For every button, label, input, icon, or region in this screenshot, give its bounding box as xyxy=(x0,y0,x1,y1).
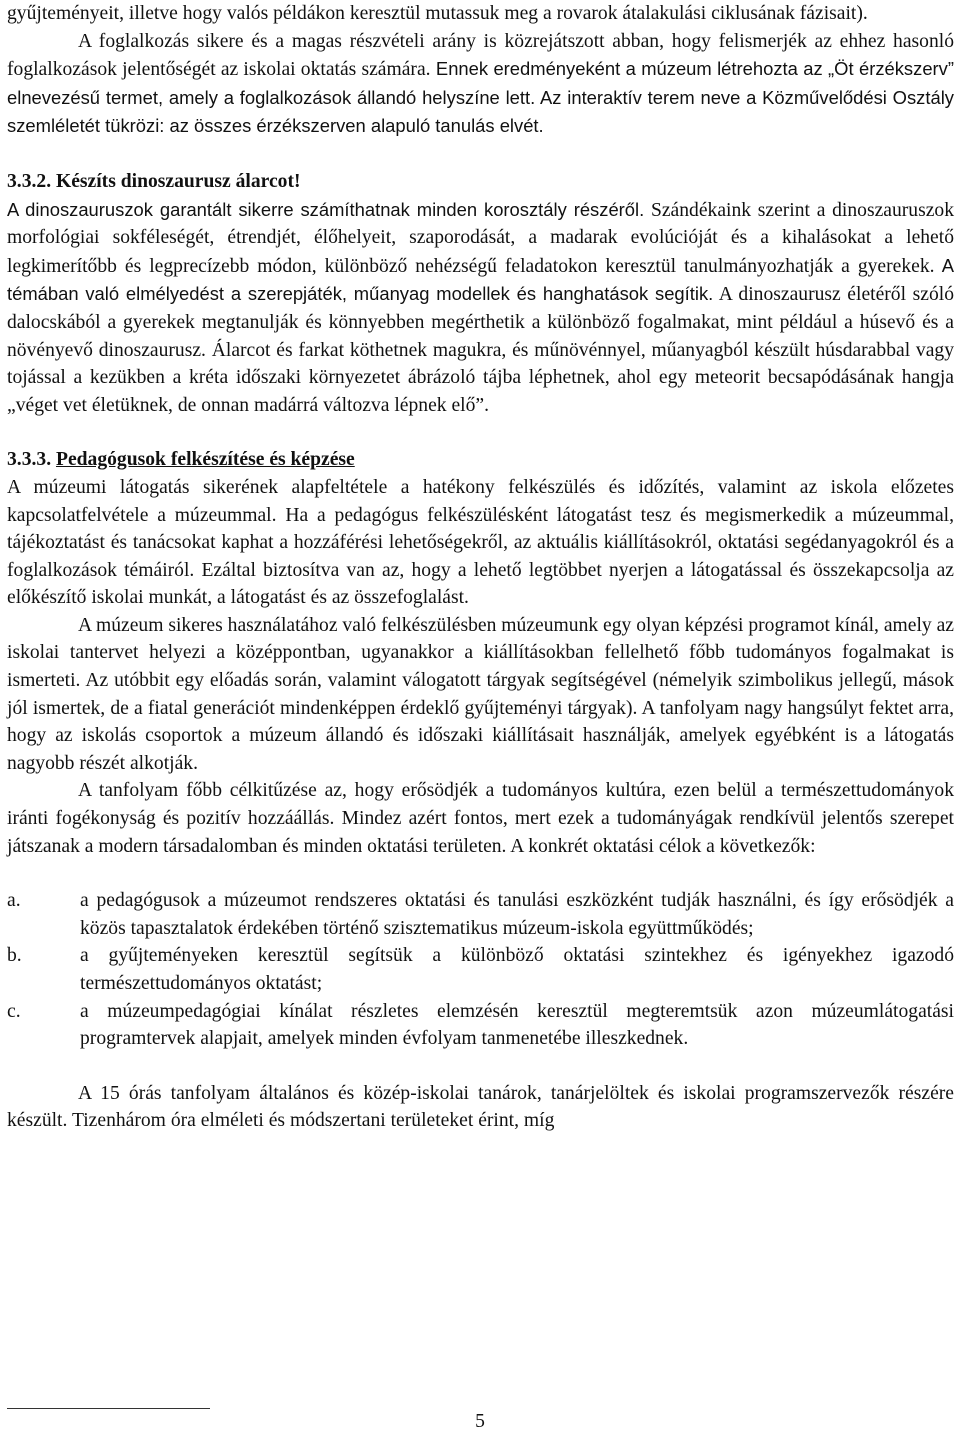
section-333-p2-text-b: Az utóbbit egy előadás során, valamint válogatott tárgyak segítségével (némelyik szimbolikus jellegű, mások jól ismertek, de a fiatal generációt mindenképpen érdeklő gyűjteményi tárgyak). xyxy=(7,670,954,719)
section-332-paragraph xyxy=(7,196,954,420)
objectives-list xyxy=(7,887,954,1053)
section-333-paragraph-3 xyxy=(7,777,954,860)
page-number: 5 xyxy=(475,1411,485,1432)
section-333-p1-text-a: A múzeumi látogatás sikerének alapfeltétele a hatékony felkészülés és időzítés, valamint az iskola előzetes kapcsolatfelvétele a múzeummal. xyxy=(7,476,954,526)
section-332-text-c: A témában való elmélyedést a szerepjáték, műanyag modellek és hanghatások segítik. xyxy=(7,254,954,305)
section-332-heading: 3.3.2. Készíts dinoszaurusz álarcot! xyxy=(7,170,301,192)
section-333-heading-title: Pedagógusok felkészítése és képzése xyxy=(55,449,355,471)
section-333-p1-text-c: Ezáltal biztosítva van az, hogy a lehető legtöbbet nyerjen a látogatással és összekapcsolja az előkészítő iskolai munkát, a látogatást és az összefoglalást. xyxy=(7,559,954,609)
list-item xyxy=(7,942,954,997)
list-marker: a. xyxy=(7,890,21,912)
list-text: a gyűjteményeken keresztül segítsük a különböző oktatási szintekhez és igényekhez igazodó természettudományos oktatást; xyxy=(80,945,954,994)
list-marker: c. xyxy=(7,1000,21,1022)
intro-text-2b: Ennek eredményeként a múzeum létrehozta az „Öt érzékszerv” elnevezésű termet, amely a foglalkozások állandó helyszíne lett. Az interaktív terem neve a Közművelődési Osztály szemléletét tükrözi: az összes érzékszerven alapuló tanulás elvét. xyxy=(7,58,954,137)
section-333-p3-text-a: A tanfolyam főbb célkitűzése az, hogy erősödjék a tudományos kultúra, ezen belül a természettudományok iránti fogékonyság és pozitív hozzáállás. xyxy=(7,780,954,830)
section-333-p2-text-c: A tanfolyam nagy hangsúlyt fektet arra, hogy az iskolás csoportok a múzeum állandó és időszaki kiállításait használják, amelyek egyébként is a látogatás nagyobb részét alkotják. xyxy=(7,697,954,774)
section-333-p4-text-b: Tizenhárom óra elméleti és módszertani területeket érint, míg xyxy=(67,1110,555,1132)
section-332-text-e: Álarcot és farkat köthetnek magukra, és műnövénnyel, műanyagból készült húsdarabbal vagy tojással a kezükben a kréta időszaki környezetet ábrázoló tájba léphetnek, ahol egy meteorit becsapódásának hangja „véget vet életüknek, de onnan madárrá változva lépnek elő”. xyxy=(7,339,955,416)
footnote-divider xyxy=(7,1408,210,1409)
section-333-paragraph-1 xyxy=(7,474,954,612)
intro-paragraph-1 xyxy=(7,0,954,28)
intro-text-1: gyűjteményeit, illetve hogy valós példákon keresztül mutassuk meg a rovarok átalakulási ciklusának fázisait). xyxy=(7,3,868,24)
section-333-p1-text-b: Ha a pedagógus felkészülésként látogatást tesz és megismerkedik a múzeummal, tájékoztatást és tanácsokat kaphat a hozzáférési lehetőségekről, az aktuális kiállításokról, oktatási segédanyagokról és a foglalkozások témáiról. xyxy=(7,504,954,581)
document-page xyxy=(7,0,954,1135)
section-333-heading-number: 3.3.3. xyxy=(7,449,56,471)
section-333-p2-text-a: A múzeum sikeres használatához való felkészülésben múzeumunk egy olyan képzési programot kínál, amely az iskolai tantervet helyezi a középpontban, ugyanakkor a kiállításokban fellelhető főbb tudományos fogalmakat is ismerteti. xyxy=(7,614,954,692)
intro-paragraph-2 xyxy=(7,28,954,141)
list-item xyxy=(7,887,954,942)
section-332-text-a: A dinoszauruszok garantált sikerre számíthatnak minden korosztály részéről. xyxy=(7,198,645,220)
section-333-p3-text-b: Mindez azért fontos, mert ezek a tudományágak rendkívül jelentős szerepet játszanak a modern társadalomban és minden oktatási területen. A konkrét oktatási célok a következők: xyxy=(7,808,954,857)
section-333-p4-text-a: A 15 órás tanfolyam általános és közép-iskolai tanárok, tanárjelöltek és iskolai programszervezők részére készült. xyxy=(7,1082,954,1132)
list-text: a múzeumpedagógiai kínálat részletes elemzésén keresztül megteremtsük azon múzeumlátogatási programtervek alapjait, amelyek minden évfolyam tanmenetébe illeszkednek. xyxy=(80,1000,954,1050)
section-332-text-d: A dinoszaurusz életéről szóló dalocskából a gyerekek megtanulják és könnyebben megérthetik a különböző fogalmakat, mint például a húsevő és a növényevő dinoszaurusz. xyxy=(7,284,954,361)
section-333-paragraph-4 xyxy=(7,1080,954,1135)
intro-text-2a: A foglalkozás sikere és a magas részvételi arány is közrejátszott abban, hogy felismerjék az ehhez hasonló foglalkozások jelentőségét az iskolai oktatás számára. xyxy=(7,30,954,81)
list-item xyxy=(7,998,954,1053)
list-text: a pedagógusok a múzeumot rendszeres oktatási és tanulási eszközként tudják használni, és így erősödjék a közös tapasztalatok érdekében történő szisztematikus múzeum-iskola együttműködés; xyxy=(80,890,954,939)
section-332-text-b: Szándékaink szerint a dinoszauruszok morfológiai sokféleségét, étrendjét, élőhelyeit, szaporodását, a madarak evolúcióját és a kihalásokat a lehető legkimerítőbb és legprecízebb módon, különböző nehézségű feladatokon keresztül tanulmányozhatják a gyerekek. xyxy=(7,199,954,277)
section-333-heading xyxy=(7,446,954,474)
list-marker: b. xyxy=(7,945,22,967)
section-333-paragraph-2 xyxy=(7,612,954,778)
